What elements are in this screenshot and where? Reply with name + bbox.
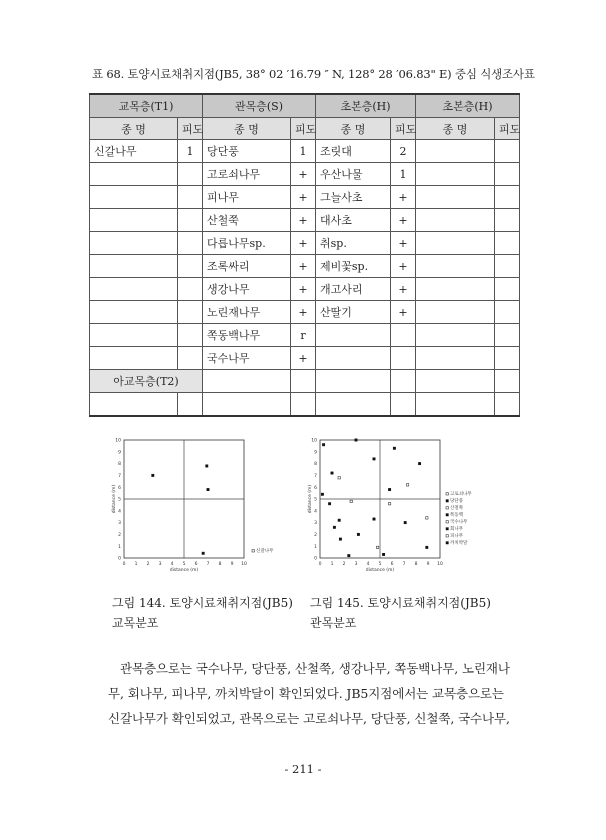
header-cover: 피도	[178, 118, 203, 140]
species-cell	[416, 209, 495, 232]
empty-cell	[316, 393, 391, 417]
cover-cell: 1	[178, 140, 203, 163]
table-row	[90, 186, 520, 209]
species-cell: 우산나물	[316, 163, 391, 186]
species-cell: 다릅나무sp.	[203, 232, 291, 255]
species-cell: 조록싸리	[203, 255, 291, 278]
legend-label: 신갈나무	[256, 549, 274, 554]
species-cell: 산철쭉	[203, 209, 291, 232]
species-cell	[90, 255, 178, 278]
species-cell	[316, 324, 391, 347]
paragraph-line-1: 관목층으로는 국수나무, 당단풍, 산철쭉, 생강나무, 쪽동백나무, 노린재나	[120, 661, 510, 676]
vegetation-table	[89, 93, 520, 417]
species-cell: 취sp.	[316, 232, 391, 255]
header-cover: 피도	[495, 118, 520, 140]
species-cell	[90, 163, 178, 186]
species-cell	[416, 347, 495, 370]
data-point	[152, 474, 154, 476]
cover-cell	[495, 301, 520, 324]
species-cell	[90, 232, 178, 255]
sublayer-label: 아교목층(T2)	[90, 370, 203, 393]
y-tick-label: 4	[118, 509, 121, 515]
legend-marker	[446, 542, 448, 544]
species-cell: 조릿대	[316, 140, 391, 163]
cover-cell	[495, 140, 520, 163]
header-cover: 피도	[391, 118, 416, 140]
species-cell: 국수나무	[203, 347, 291, 370]
empty-cell	[203, 370, 291, 393]
legend-marker	[446, 507, 448, 509]
cover-cell: +	[391, 232, 416, 255]
cover-cell	[178, 186, 203, 209]
legend-label: 쪽동백	[450, 513, 464, 518]
figure-144-subcaption: 교목분포	[112, 616, 159, 630]
cover-cell	[495, 186, 520, 209]
empty-cell	[416, 393, 495, 417]
data-point	[393, 447, 395, 449]
species-cell	[316, 347, 391, 370]
cover-cell: +	[391, 186, 416, 209]
table-row	[90, 232, 520, 255]
y-tick-label: 5	[118, 497, 121, 503]
empty-cell	[391, 393, 416, 417]
cover-cell	[495, 347, 520, 370]
table-row	[90, 163, 520, 186]
cover-cell: +	[291, 163, 316, 186]
x-axis-label: distance (m)	[169, 568, 199, 573]
header-species: 종 명	[203, 118, 291, 140]
species-cell	[416, 255, 495, 278]
header-cover: 피도	[291, 118, 316, 140]
x-tick-label: 2	[342, 562, 346, 567]
data-point	[207, 488, 209, 490]
x-tick-label: 9	[230, 562, 234, 567]
species-cell	[90, 209, 178, 232]
cover-cell	[495, 209, 520, 232]
data-point	[426, 546, 428, 548]
table-row	[90, 278, 520, 301]
species-cell: 노린재나무	[203, 301, 291, 324]
page-number: - 211 -	[284, 762, 322, 776]
legend-label: 국수나무	[450, 520, 468, 525]
data-point	[348, 554, 350, 556]
cover-cell	[178, 301, 203, 324]
cover-cell: +	[291, 209, 316, 232]
species-cell: 개고사리	[316, 278, 391, 301]
cover-cell: +	[391, 301, 416, 324]
data-point	[338, 477, 340, 479]
cover-cell	[495, 232, 520, 255]
species-cell: 그늘사초	[316, 186, 391, 209]
cover-cell	[495, 255, 520, 278]
x-tick-label: 0	[122, 562, 126, 567]
data-point	[339, 538, 341, 540]
species-cell: 산딸기	[316, 301, 391, 324]
legend-label: 회나무	[450, 527, 464, 532]
y-tick-label: 0	[314, 556, 317, 562]
shrub-distribution-plot	[310, 436, 500, 584]
data-point	[426, 517, 428, 519]
legend-marker	[446, 493, 448, 495]
empty-cell	[495, 393, 520, 417]
header-herb-layer: 초본층(H)	[316, 94, 416, 118]
y-tick-label: 8	[118, 462, 121, 468]
y-tick-label: 7	[118, 474, 121, 479]
data-point	[406, 484, 408, 486]
figure-145-caption: 그림 145. 토양시료채취지점(JB5)	[310, 596, 491, 610]
y-tick-label: 4	[314, 509, 317, 515]
x-tick-label: 5	[378, 562, 382, 567]
table-row	[90, 301, 520, 324]
data-point	[418, 462, 420, 464]
x-tick-label: 10	[241, 562, 247, 567]
cover-cell: r	[291, 324, 316, 347]
species-cell	[416, 278, 495, 301]
x-tick-label: 0	[318, 562, 322, 567]
data-point	[333, 526, 335, 528]
empty-cell	[495, 370, 520, 393]
y-tick-label: 2	[118, 533, 121, 538]
data-point	[202, 552, 204, 554]
x-tick-label: 7	[402, 562, 406, 567]
table-row	[90, 255, 520, 278]
cover-cell	[178, 324, 203, 347]
data-point	[322, 444, 324, 446]
y-tick-label: 0	[118, 556, 121, 562]
tree-distribution-plot	[112, 436, 282, 584]
y-tick-label: 8	[314, 462, 317, 468]
species-cell	[416, 324, 495, 347]
header-shrub-layer: 관목층(S)	[203, 94, 316, 118]
legend-label: 고로쇠나무	[450, 492, 472, 497]
data-point	[382, 553, 384, 555]
empty-cell	[203, 393, 291, 417]
x-tick-label: 1	[134, 562, 138, 567]
table-row	[90, 347, 520, 370]
data-point	[388, 488, 390, 490]
cover-cell: +	[391, 255, 416, 278]
x-tick-label: 2	[146, 562, 150, 567]
empty-cell	[316, 370, 391, 393]
header-species: 종 명	[90, 118, 178, 140]
y-tick-label: 10	[115, 438, 121, 444]
species-cell: 신갈나무	[90, 140, 178, 163]
cover-cell: +	[291, 255, 316, 278]
x-tick-label: 4	[170, 562, 174, 567]
empty-cell	[291, 393, 316, 417]
y-tick-label: 3	[118, 521, 121, 527]
header-tree-layer: 교목층(T1)	[90, 94, 203, 118]
species-cell: 당단풍	[203, 140, 291, 163]
x-tick-label: 3	[158, 562, 162, 567]
cover-cell	[495, 278, 520, 301]
y-tick-label: 5	[314, 497, 317, 503]
cover-cell: +	[291, 278, 316, 301]
species-cell	[416, 186, 495, 209]
y-tick-label: 6	[314, 485, 317, 491]
y-tick-label: 7	[314, 474, 317, 479]
x-tick-label: 4	[366, 562, 370, 567]
legend-marker	[252, 550, 254, 552]
cover-cell: +	[291, 301, 316, 324]
cover-cell: +	[391, 278, 416, 301]
x-tick-label: 7	[206, 562, 210, 567]
y-tick-label: 9	[118, 450, 121, 456]
y-tick-label: 3	[314, 521, 317, 527]
x-tick-label: 8	[414, 562, 418, 567]
x-tick-label: 6	[390, 562, 394, 567]
cover-cell: 2	[391, 140, 416, 163]
x-tick-label: 10	[437, 562, 443, 567]
data-point	[373, 458, 375, 460]
species-cell	[90, 347, 178, 370]
empty-cell	[291, 370, 316, 393]
species-cell	[90, 324, 178, 347]
empty-cell	[391, 370, 416, 393]
y-tick-label: 9	[314, 450, 317, 456]
species-cell	[416, 163, 495, 186]
legend-marker	[446, 500, 448, 502]
cover-cell	[391, 347, 416, 370]
paragraph-line-2: 무, 회나무, 피나무, 까치박달이 확인되었다. JB5지점에서는 교목층으로는	[108, 686, 504, 701]
cover-cell: +	[391, 209, 416, 232]
x-tick-label: 8	[218, 562, 222, 567]
data-point	[321, 493, 323, 495]
figure-144-caption: 그림 144. 토양시료채취지점(JB5)	[112, 596, 293, 610]
legend-label: 산철쭉	[450, 506, 464, 511]
header-species: 종 명	[416, 118, 495, 140]
empty-cell	[178, 393, 203, 417]
x-tick-label: 3	[354, 562, 358, 567]
data-point	[355, 439, 357, 441]
legend-marker	[446, 528, 448, 530]
figure-145-subcaption: 관목분포	[310, 616, 357, 630]
data-point	[376, 546, 378, 548]
x-tick-label: 6	[194, 562, 198, 567]
paragraph-line-3: 신갈나무가 확인되었고, 관목으로는 고로쇠나무, 당단풍, 신철쭉, 국수나무,	[108, 711, 510, 726]
y-tick-label: 10	[311, 438, 317, 444]
cover-cell: 1	[391, 163, 416, 186]
y-tick-label: 1	[314, 544, 317, 550]
y-axis-label: distance (m)	[112, 484, 117, 514]
y-axis-label: distance (m)	[308, 484, 313, 514]
cover-cell	[391, 324, 416, 347]
data-point	[357, 533, 359, 535]
table-row	[90, 209, 520, 232]
x-tick-label: 5	[182, 562, 186, 567]
species-cell	[416, 140, 495, 163]
cover-cell: +	[291, 232, 316, 255]
cover-cell	[495, 163, 520, 186]
species-cell	[90, 301, 178, 324]
species-cell	[90, 278, 178, 301]
species-cell: 피나무	[203, 186, 291, 209]
species-cell: 생강나무	[203, 278, 291, 301]
species-cell	[90, 186, 178, 209]
legend-label: 당단풍	[450, 499, 464, 504]
legend-marker	[446, 535, 448, 537]
cover-cell: +	[291, 347, 316, 370]
species-cell: 고로쇠나무	[203, 163, 291, 186]
cover-cell: +	[291, 186, 316, 209]
legend-label: 피나무	[450, 534, 464, 539]
table-caption: 표 68. 토양시료채취지점(JB5, 38° 02 ′16.79 ″ N, 128° 28 ′06.83" E) 중심 식생조사표	[92, 67, 535, 81]
empty-cell	[416, 370, 495, 393]
species-cell: 대사초	[316, 209, 391, 232]
legend-marker	[446, 521, 448, 523]
cover-cell	[178, 347, 203, 370]
species-cell: 쪽동백나무	[203, 324, 291, 347]
table-row	[90, 324, 520, 347]
legend-marker	[446, 514, 448, 516]
legend-label: 까치박달	[450, 541, 468, 546]
cover-cell	[178, 278, 203, 301]
data-point	[373, 518, 375, 520]
table-row	[90, 370, 520, 393]
data-point	[206, 465, 208, 467]
data-point	[350, 500, 352, 502]
y-tick-label: 1	[118, 544, 121, 550]
table-row	[90, 140, 520, 163]
table-row	[90, 393, 520, 417]
species-cell	[416, 301, 495, 324]
data-point	[328, 503, 330, 505]
x-tick-label: 1	[330, 562, 334, 567]
header-species: 종 명	[316, 118, 391, 140]
cover-cell: 1	[291, 140, 316, 163]
x-tick-label: 9	[426, 562, 430, 567]
cover-cell	[178, 232, 203, 255]
cover-cell	[178, 163, 203, 186]
header-herb-layer-2: 초본층(H)	[416, 94, 520, 118]
cover-cell	[178, 209, 203, 232]
empty-cell	[90, 393, 178, 417]
y-tick-label: 6	[118, 485, 121, 491]
data-point	[331, 472, 333, 474]
data-point	[404, 521, 406, 523]
data-point	[388, 503, 390, 505]
cover-cell	[178, 255, 203, 278]
data-point	[338, 519, 340, 521]
x-axis-label: distance (m)	[365, 568, 395, 573]
cover-cell	[495, 324, 520, 347]
species-cell	[416, 232, 495, 255]
y-tick-label: 2	[314, 533, 317, 538]
species-cell: 제비꽃sp.	[316, 255, 391, 278]
